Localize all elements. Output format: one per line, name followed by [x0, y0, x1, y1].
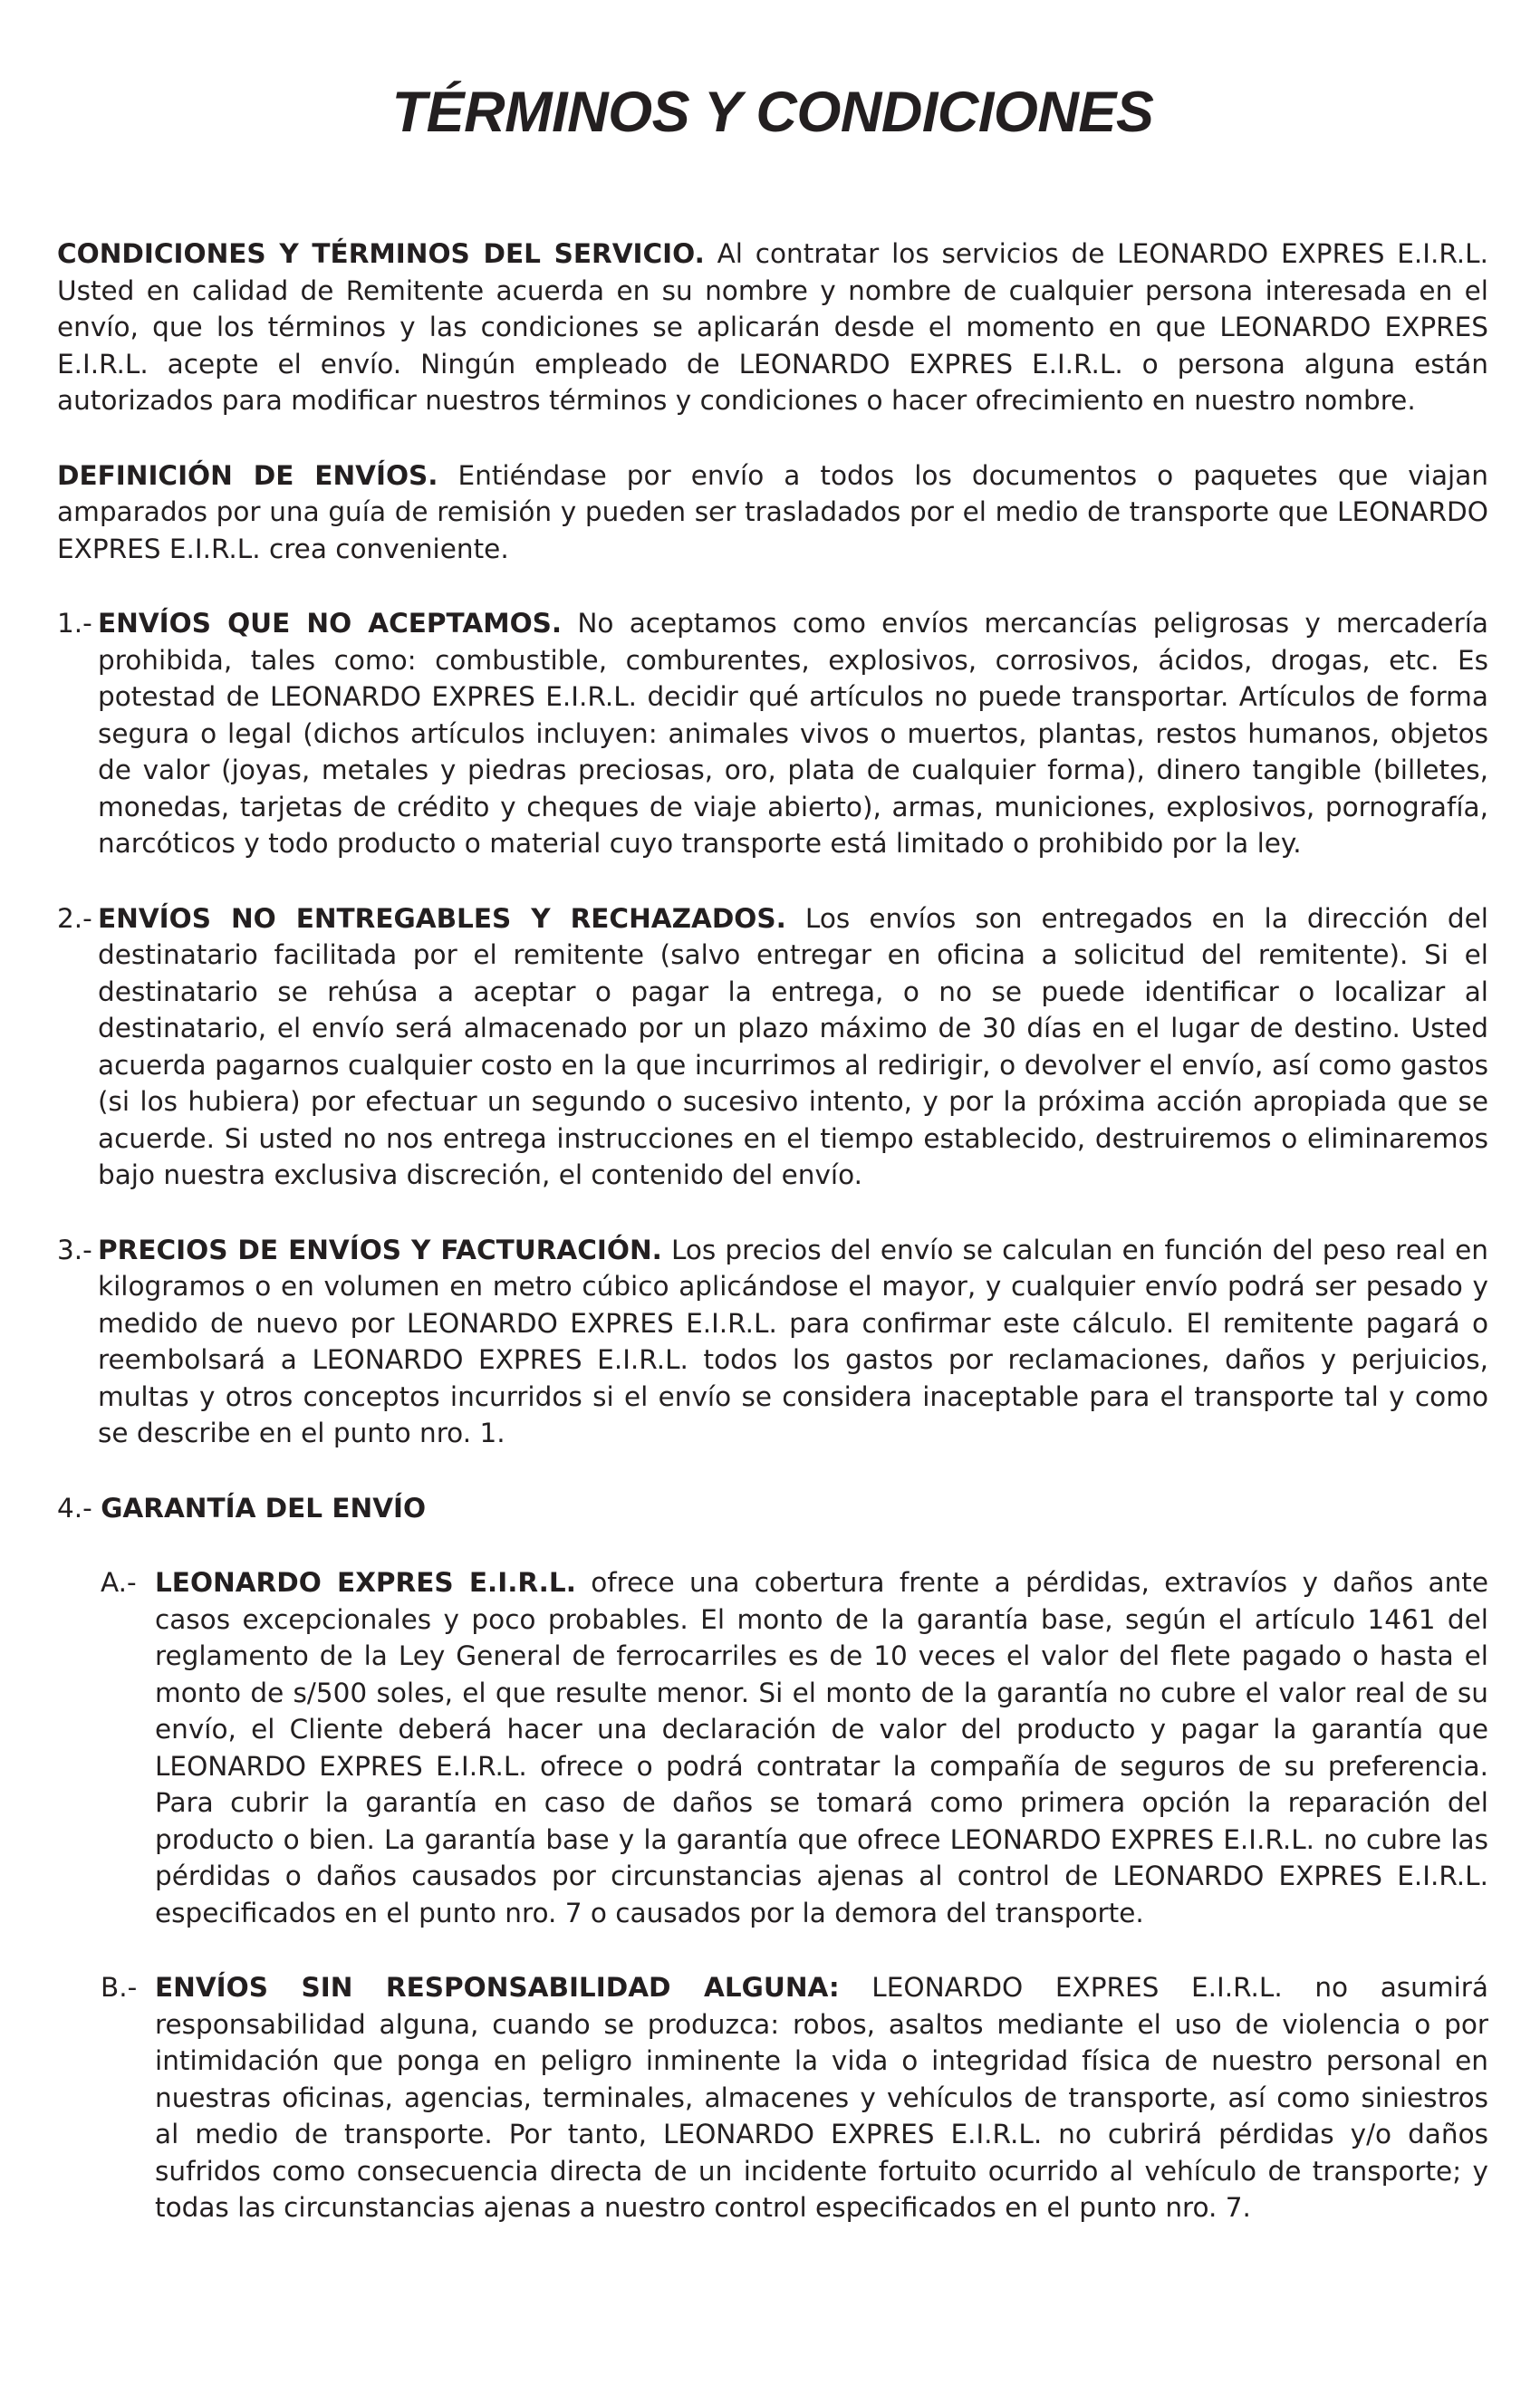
section-number: 4.- [57, 1492, 92, 1524]
definition-heading: DEFINICIÓN DE ENVÍOS. [57, 459, 438, 491]
subsection-heading: ENVÍOS SIN RESPONSABILIDAD ALGUNA: [155, 1972, 840, 2003]
section-paragraph [98, 605, 1488, 862]
section-text: No aceptamos como envíos mercancías peligrosas y mercadería prohibida, tales como: combustible, comburentes, explosivos, corrosivos, ácidos, drogas, etc. Es potestad de LEONARDO EXPRES E.I.R.L. decidir qué artículos no puede transportar. Artículos de forma segura o legal (dichos artículos incluyen: animales vivos o muertos, plantas, restos humanos, objetos de valor (joyas, metales y piedras preciosas, oro, plata de cualquier forma), dinero tangible (billetes, monedas, tarjetas de crédito y cheques de viaje abierto), armas, municiones, explosivos, pornografía, narcóticos y todo producto o material cuyo transporte está limitado o prohibido por la ley. [98, 608, 1488, 859]
section-paragraph [98, 1232, 1488, 1452]
subsection-paragraph [155, 1564, 1488, 1931]
intro-text: Al contratar los servicios de LEONARDO EXPRES E.I.R.L. Usted en calidad de Remitente acuerda en su nombre y nombre de cualquier persona interesada en el envío, que los términos y las condiciones se aplicarán desde el momento en que LEONARDO EXPRES E.I.R.L. acepte el envío. Ningún empleado de LEONARDO EXPRES E.I.R.L. o persona alguna están autorizados para modificar nuestros términos y condiciones o hacer ofrecimiento en nuestro nombre. [57, 238, 1488, 416]
subsection-heading: LEONARDO EXPRES E.I.R.L. [155, 1567, 576, 1598]
subsection-text: LEONARDO EXPRES E.I.R.L. no asumirá responsabilidad alguna, cuando se produzca: robos, asaltos mediante el uso de violencia o por intimidación que ponga en peligro inminente la vida o integridad física de nuestro personal en nuestras oficinas, agencias, terminales, almacenes y vehículos de transporte, así como siniestros al medio de transporte. Por tanto, LEONARDO EXPRES E.I.R.L. no cubrirá pérdidas y/o daños sufridos como consecuencia directa de un incidente fortuito ocurrido al vehículo de transporte; y todas las circunstancias ajenas a nuestro control especificados en el punto nro. 7. [155, 1972, 1488, 2223]
section-text: Los precios del envío se calculan en función del peso real en kilogramos o en volumen en metro cúbico aplicándose el mayor, y cualquier envío podrá ser pesado y medido de nuevo por LEONARDO EXPRES E.I.R.L. para confirmar este cálculo. El remitente pagará o reembolsará a LEONARDO EXPRES E.I.R.L. todos los gastos por reclamaciones, daños y perjuicios, multas y otros conceptos incurridos si el envío se considera inaceptable para el transporte tal y como se describe en el punto nro. 1. [98, 1234, 1488, 1448]
section-paragraph [98, 900, 1488, 1194]
subsection-number: A.- [101, 1567, 137, 1598]
section-number: 2.- [57, 902, 92, 934]
page-title: TÉRMINOS Y CONDICIONES [391, 81, 1154, 144]
section-number: 1.- [57, 608, 92, 639]
subsection-a [57, 1564, 1488, 1931]
section-heading: ENVÍOS QUE NO ACEPTAMOS. [98, 608, 563, 639]
subsection-paragraph [155, 1969, 1488, 2226]
subsection-text: ofrece una cobertura frente a pérdidas, extravíos y daños ante casos excepcionales y poco probables. El monto de la garantía base, según el artículo 1461 del reglamento de la Ley General de ferrocarriles es de 10 veces el valor del flete pagado o hasta el monto de s/500 soles, el que resulte menor. Si el monto de la garantía no cubre el valor real de su envío, el Cliente deberá hacer una declaración de valor del producto y pagar la garantía que LEONARDO EXPRES E.I.R.L. ofrece o podrá contratar la compañía de seguros de su preferencia. Para cubrir la garantía en caso de daños se tomará como primera opción la reparación del producto o bien. La garantía base y la garantía que ofrece LEONARDO EXPRES E.I.R.L. no cubre las pérdidas o daños causados por circunstancias ajenas al control de LEONARDO EXPRES E.I.R.L. especificados en el punto nro. 7 o causados por la demora del transporte. [155, 1567, 1488, 1928]
section-heading: GARANTÍA DEL ENVÍO [101, 1492, 427, 1524]
section-4-heading-row [57, 1490, 1488, 1527]
intro-heading: CONDICIONES Y TÉRMINOS DEL SERVICIO. [57, 238, 705, 269]
section-1 [57, 605, 1488, 862]
section-heading: PRECIOS DE ENVÍOS Y FACTURACIÓN. [98, 1234, 662, 1265]
section-3 [57, 1232, 1488, 1452]
section-heading: ENVÍOS NO ENTREGABLES Y RECHAZADOS. [98, 902, 786, 934]
definition-paragraph [57, 457, 1488, 568]
section-2 [57, 900, 1488, 1194]
subsection-b [57, 1969, 1488, 2226]
section-text: Los envíos son entregados en la dirección del destinatario facilitada por el remitente (salvo entregar en oficina a solicitud del remitente). Si el destinatario se rehúsa a aceptar o pagar la entrega, o no se puede identificar o localizar al destinatario, el envío será almacenado por un plazo máximo de 30 días en el lugar de destino. Usted acuerda pagarnos cualquier costo en la que incurrimos al redirigir, o devolver el envío, así como gastos (si los hubiera) por efectuar un segundo o sucesivo intento, y por la próxima acción apropiada que se acuerde. Si usted no nos entrega instrucciones en el tiempo establecido, destruiremos o eliminaremos bajo nuestra exclusiva discreción, el contenido del envío. [98, 902, 1488, 1190]
definition-text: Entiéndase por envío a todos los documentos o paquetes que viajan amparados por una guía de remisión y pueden ser trasladados por el medio de transporte que LEONARDO EXPRES E.I.R.L. crea conveniente. [57, 459, 1488, 564]
section-number: 3.- [57, 1234, 92, 1265]
intro-paragraph [57, 236, 1488, 419]
subsection-number: B.- [101, 1972, 138, 2003]
